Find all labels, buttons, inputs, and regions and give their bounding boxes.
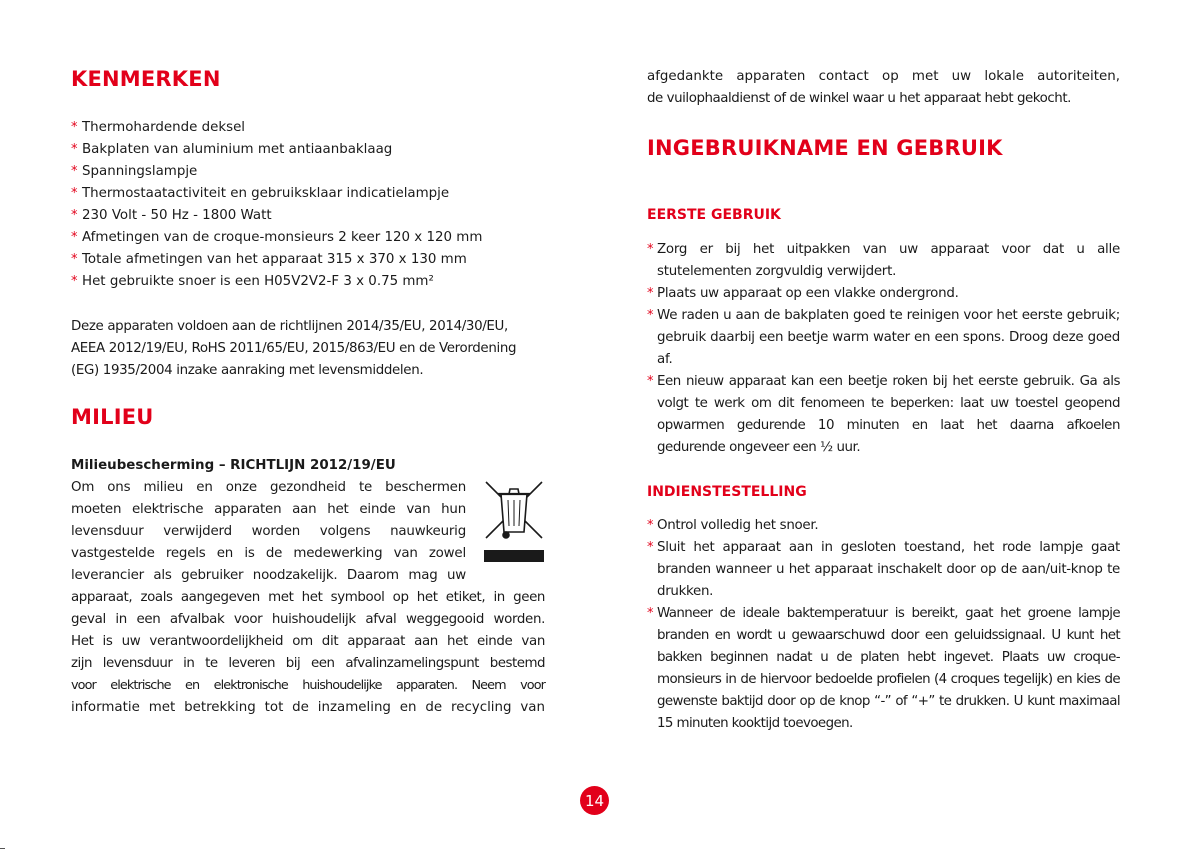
- indienststelling-list: [647, 515, 1120, 735]
- text-line: Deze apparaten voldoen aan de richtlijnen 2014/35/EU, 2014/30/EU,: [71, 319, 508, 334]
- kenmerken-heading: KENMERKEN: [71, 67, 221, 91]
- text-line: leverancier als gebruiker noodzakelijk. Daarom mag uw: [71, 568, 466, 583]
- bullet-icon: *: [71, 252, 78, 267]
- list-item: * Plaats uw apparaat op een vlakke ondergrond.: [647, 283, 1120, 305]
- text-line: de vuilophaaldienst of de winkel waar u het apparaat hebt gekocht.: [647, 91, 1071, 106]
- bullet-icon: *: [647, 518, 654, 533]
- text-line: voor elektrische en elektronische huishoudelijke apparaten. Neem voor: [71, 678, 545, 693]
- text-line: vastgestelde regels en is de medewerking van zowel: [71, 546, 466, 561]
- bullet-icon: *: [71, 164, 78, 179]
- text-line: Om ons milieu en onze gezondheid te beschermen: [71, 480, 466, 495]
- directives-paragraph: [71, 316, 545, 382]
- bullet-icon: *: [647, 308, 654, 323]
- list-item: * Afmetingen van de croque-monsieurs 2 keer 120 x 120 mm: [71, 227, 482, 249]
- list-item: * Het gebruikte snoer is een H05V2V2-F 3 x 0.75 mm²: [71, 271, 482, 293]
- bullet-icon: *: [71, 274, 78, 289]
- milieu-heading: MILIEU: [71, 405, 154, 429]
- eerste-gebruik-heading: EERSTE GEBRUIK: [647, 207, 781, 223]
- page-number-badge: 14: [580, 786, 609, 815]
- milieu-subheading: Milieubescherming – RICHTLIJN 2012/19/EU: [71, 458, 396, 473]
- text-line: afgedankte apparaten contact op met uw lokale autoriteiten,: [647, 69, 1120, 84]
- eerste-gebruik-list: [647, 239, 1120, 459]
- milieu-full-text: [71, 587, 545, 719]
- bullet-icon: *: [647, 374, 654, 389]
- bullet-icon: *: [71, 120, 78, 135]
- list-item: * Zorg er bij het uitpakken van uw apparaat voor dat u alle stutelementen zorgvuldig verwijdert.: [647, 239, 1120, 283]
- crop-mark: [0, 848, 5, 849]
- list-item: * Wanneer de ideale baktemperatuur is bereikt, gaat het groene lampje branden en wordt u gewaarschuwd door een geluidssignaal. U kunt het bakken beginnen nadat u de platen hebt ingevet. Plaats uw croque-monsieurs in de hiervoor bedoelde profielen (4 croques tegelijk) en kies de gewenste baktijd door op de knop “-” of “+” te drukken. U kunt maximaal 15 minuten kooktijd toevoegen.: [647, 603, 1120, 735]
- bullet-icon: *: [71, 186, 78, 201]
- text-line: levensduur verwijderd worden volgens nauwkeurig: [71, 524, 466, 539]
- crossed-out-wheelie-bin-icon: [484, 480, 546, 564]
- milieu-wrapped-text: [71, 477, 466, 587]
- indienststelling-heading: INDIENSTESTELLING: [647, 484, 807, 500]
- bullet-icon: *: [71, 208, 78, 223]
- list-item: * Sluit het apparaat aan in gesloten toestand, het rode lampje gaat branden wanneer u het apparaat inschakelt door op de aan/uit-knop te drukken.: [647, 537, 1120, 603]
- text-line: Het is uw verantwoordelijkheid om dit apparaat aan het einde van: [71, 634, 545, 649]
- continuation-paragraph: [647, 66, 1120, 110]
- bullet-icon: *: [647, 286, 654, 301]
- text-line: apparaat, zoals aangegeven met het symbool op het etiket, in geen: [71, 590, 545, 605]
- text-line: geval in een afvalbak voor huishoudelijk afval weggegooid worden.: [71, 612, 545, 627]
- list-item: * Totale afmetingen van het apparaat 315 x 370 x 130 mm: [71, 249, 482, 271]
- list-item: * Spanningslampje: [71, 161, 482, 183]
- bullet-icon: *: [647, 540, 654, 555]
- list-item: * Thermostaatactiviteit en gebruiksklaar indicatielampje: [71, 183, 482, 205]
- text-line: zijn levensduur in te leveren bij een afvalinzamelingspunt bestemd: [71, 656, 545, 671]
- text-line: AEEA 2012/19/EU, RoHS 2011/65/EU, 2015/863/EU en de Verordening: [71, 341, 517, 356]
- bullet-icon: *: [647, 242, 654, 257]
- text-line: moeten elektrische apparaten aan het einde van hun: [71, 502, 466, 517]
- list-item: * 230 Volt - 50 Hz - 1800 Watt: [71, 205, 482, 227]
- text-line: (EG) 1935/2004 inzake aanraking met levensmiddelen.: [71, 363, 424, 378]
- bullet-icon: *: [71, 142, 78, 157]
- kenmerken-list: [71, 117, 482, 293]
- ingebruikname-heading: INGEBRUIKNAME EN GEBRUIK: [647, 136, 1003, 160]
- list-item: * Een nieuw apparaat kan een beetje roken bij het eerste gebruik. Ga als volgt te werk om dit fenomeen te beperken: laat uw toestel geopend opwarmen gedurende 10 minuten en laat het daarna afkoelen gedurende ongeveer een ½ uur.: [647, 371, 1120, 459]
- text-line: informatie met betrekking tot de inzameling en de recycling van: [71, 700, 545, 715]
- bullet-icon: *: [647, 606, 653, 621]
- list-item: * We raden u aan de bakplaten goed te reinigen voor het eerste gebruik; gebruik daarbij een beetje warm water en een spons. Droog deze goed af.: [647, 305, 1120, 371]
- list-item: * Thermohardende deksel: [71, 117, 482, 139]
- bullet-icon: *: [71, 230, 78, 245]
- list-item: * Ontrol volledig het snoer.: [647, 515, 1120, 537]
- list-item: * Bakplaten van aluminium met antiaanbaklaag: [71, 139, 482, 161]
